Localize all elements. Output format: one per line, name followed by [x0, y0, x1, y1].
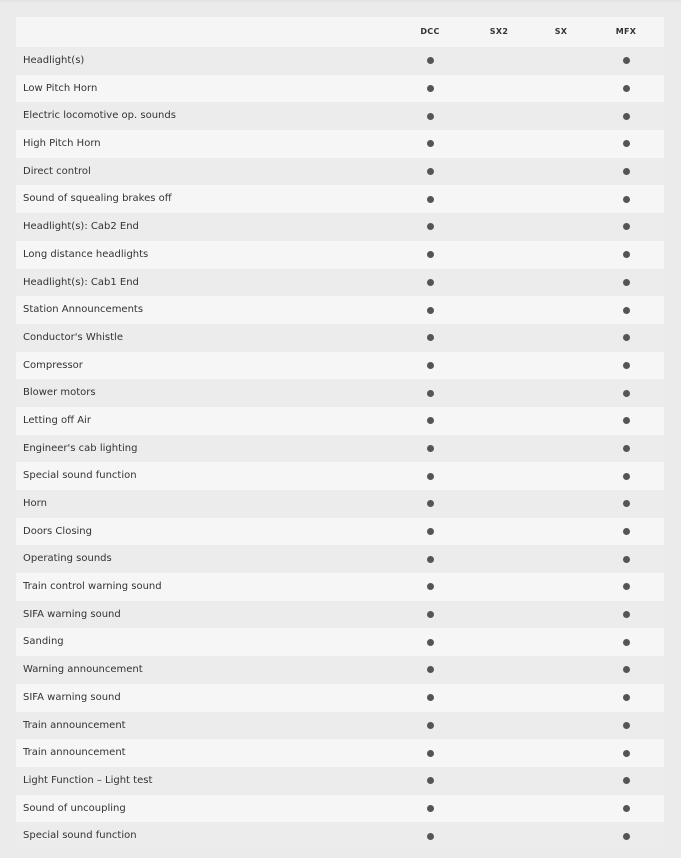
table-body — [16, 47, 664, 850]
cell-sx — [541, 767, 581, 795]
cell-mfx — [606, 601, 646, 629]
supported-dot-icon — [427, 805, 434, 812]
cell-mfx — [606, 185, 646, 213]
cell-sx — [541, 490, 581, 518]
cell-mfx — [606, 269, 646, 297]
cell-sx — [541, 656, 581, 684]
cell-sx — [541, 158, 581, 186]
cell-dcc — [410, 767, 450, 795]
cell-sx2 — [479, 545, 519, 573]
cell-sx2 — [479, 185, 519, 213]
cell-dcc — [410, 518, 450, 546]
supported-dot-icon — [427, 140, 434, 147]
cell-sx — [541, 102, 581, 130]
cell-dcc — [410, 545, 450, 573]
supported-dot-icon — [427, 445, 434, 452]
supported-dot-icon — [427, 639, 434, 646]
cell-dcc — [410, 158, 450, 186]
function-label: Electric locomotive op. sounds — [23, 110, 176, 122]
cell-sx2 — [479, 352, 519, 380]
cell-mfx — [606, 324, 646, 352]
column-header-sx2: SX2 — [489, 27, 509, 36]
table-row — [16, 490, 664, 518]
cell-sx — [541, 712, 581, 740]
supported-dot-icon — [427, 334, 434, 341]
cell-sx2 — [479, 407, 519, 435]
table-row — [16, 102, 664, 130]
cell-sx — [541, 241, 581, 269]
cell-mfx — [606, 518, 646, 546]
table-row — [16, 435, 664, 463]
table-row — [16, 269, 664, 297]
cell-sx2 — [479, 767, 519, 795]
function-label: Low Pitch Horn — [23, 82, 98, 94]
supported-dot-icon — [623, 417, 630, 424]
table-row — [16, 241, 664, 269]
cell-sx — [541, 628, 581, 656]
supported-dot-icon — [623, 168, 630, 175]
supported-dot-icon — [623, 113, 630, 120]
supported-dot-icon — [623, 556, 630, 563]
supported-dot-icon — [623, 57, 630, 64]
table-row — [16, 545, 664, 573]
cell-dcc — [410, 324, 450, 352]
cell-mfx — [606, 684, 646, 712]
cell-dcc — [410, 712, 450, 740]
cell-sx — [541, 435, 581, 463]
cell-sx2 — [479, 130, 519, 158]
supported-dot-icon — [623, 223, 630, 230]
supported-dot-icon — [623, 639, 630, 646]
cell-sx2 — [479, 490, 519, 518]
supported-dot-icon — [623, 279, 630, 286]
cell-sx2 — [479, 795, 519, 823]
function-label: Sound of uncoupling — [23, 802, 126, 814]
supported-dot-icon — [427, 362, 434, 369]
table-header — [16, 17, 664, 47]
supported-dot-icon — [427, 85, 434, 92]
cell-sx — [541, 684, 581, 712]
supported-dot-icon — [427, 279, 434, 286]
function-label: Letting off Air — [23, 414, 91, 426]
table-row — [16, 324, 664, 352]
function-label: Headlight(s) — [23, 55, 85, 66]
cell-dcc — [410, 656, 450, 684]
table-row — [16, 822, 664, 850]
supported-dot-icon — [623, 390, 630, 397]
cell-sx — [541, 545, 581, 573]
table-row — [16, 601, 664, 629]
function-label: Sanding — [23, 636, 64, 648]
cell-dcc — [410, 102, 450, 130]
cell-sx2 — [479, 822, 519, 850]
cell-sx — [541, 601, 581, 629]
cell-sx2 — [479, 601, 519, 629]
table-row — [16, 795, 664, 823]
cell-sx2 — [479, 324, 519, 352]
cell-sx2 — [479, 435, 519, 463]
cell-dcc — [410, 296, 450, 324]
cell-mfx — [606, 573, 646, 601]
cell-sx2 — [479, 47, 519, 75]
supported-dot-icon — [427, 500, 434, 507]
cell-sx — [541, 213, 581, 241]
cell-mfx — [606, 213, 646, 241]
supported-dot-icon — [427, 722, 434, 729]
cell-mfx — [606, 158, 646, 186]
supported-dot-icon — [623, 722, 630, 729]
function-label: Long distance headlights — [23, 248, 149, 260]
supported-dot-icon — [427, 223, 434, 230]
cell-mfx — [606, 352, 646, 380]
cell-sx2 — [479, 684, 519, 712]
supported-dot-icon — [427, 583, 434, 590]
supported-dot-icon — [427, 417, 434, 424]
table-row — [16, 185, 664, 213]
cell-sx2 — [479, 739, 519, 767]
supported-dot-icon — [623, 694, 630, 701]
table-row — [16, 407, 664, 435]
supported-dot-icon — [623, 85, 630, 92]
supported-dot-icon — [427, 528, 434, 535]
supported-dot-icon — [427, 777, 434, 784]
supported-dot-icon — [623, 833, 630, 840]
supported-dot-icon — [623, 777, 630, 784]
cell-dcc — [410, 47, 450, 75]
cell-sx2 — [479, 656, 519, 684]
cell-sx2 — [479, 296, 519, 324]
cell-sx — [541, 407, 581, 435]
supported-dot-icon — [623, 334, 630, 341]
table-row — [16, 767, 664, 795]
cell-dcc — [410, 407, 450, 435]
supported-dot-icon — [427, 833, 434, 840]
supported-dot-icon — [427, 556, 434, 563]
supported-dot-icon — [623, 445, 630, 452]
cell-dcc — [410, 75, 450, 103]
function-label: Special sound function — [23, 470, 137, 482]
cell-dcc — [410, 795, 450, 823]
cell-mfx — [606, 379, 646, 407]
function-label: Headlight(s): Cab2 End — [23, 221, 139, 233]
function-label: Station Announcements — [23, 304, 144, 316]
function-label: High Pitch Horn — [23, 138, 101, 150]
cell-mfx — [606, 822, 646, 850]
function-label: Conductor's Whistle — [23, 331, 123, 343]
supported-dot-icon — [623, 251, 630, 258]
table-row — [16, 684, 664, 712]
cell-dcc — [410, 352, 450, 380]
supported-dot-icon — [623, 750, 630, 757]
cell-dcc — [410, 573, 450, 601]
function-label: Operating sounds — [23, 553, 112, 565]
cell-sx — [541, 47, 581, 75]
cell-sx — [541, 518, 581, 546]
cell-sx2 — [479, 628, 519, 656]
supported-dot-icon — [427, 307, 434, 314]
cell-mfx — [606, 767, 646, 795]
cell-dcc — [410, 241, 450, 269]
function-label: SIFA warning sound — [23, 608, 121, 620]
function-label: Direct control — [23, 165, 91, 177]
cell-dcc — [410, 185, 450, 213]
cell-mfx — [606, 739, 646, 767]
supported-dot-icon — [623, 473, 630, 480]
cell-sx — [541, 739, 581, 767]
cell-sx — [541, 75, 581, 103]
supported-dot-icon — [623, 666, 630, 673]
function-label: Warning announcement — [23, 664, 143, 676]
supported-dot-icon — [623, 307, 630, 314]
cell-mfx — [606, 407, 646, 435]
cell-mfx — [606, 102, 646, 130]
cell-sx — [541, 462, 581, 490]
table-row — [16, 296, 664, 324]
supported-dot-icon — [623, 528, 630, 535]
table-row — [16, 379, 664, 407]
column-header-dcc: DCC — [420, 27, 440, 36]
cell-sx2 — [479, 102, 519, 130]
cell-sx2 — [479, 158, 519, 186]
table-row — [16, 739, 664, 767]
table-row — [16, 712, 664, 740]
supported-dot-icon — [427, 196, 434, 203]
column-header-sx: SX — [554, 27, 568, 36]
supported-dot-icon — [427, 251, 434, 258]
cell-sx — [541, 324, 581, 352]
cell-dcc — [410, 628, 450, 656]
function-label: Light Function – Light test — [23, 774, 153, 786]
supported-dot-icon — [623, 611, 630, 618]
function-label: Train announcement — [23, 747, 126, 759]
cell-mfx — [606, 47, 646, 75]
cell-dcc — [410, 739, 450, 767]
function-table — [16, 17, 664, 846]
supported-dot-icon — [427, 113, 434, 120]
cell-sx — [541, 130, 581, 158]
cell-sx2 — [479, 573, 519, 601]
supported-dot-icon — [427, 473, 434, 480]
function-label: Blower motors — [23, 387, 96, 399]
supported-dot-icon — [623, 805, 630, 812]
function-label: Train control warning sound — [23, 581, 162, 593]
supported-dot-icon — [623, 583, 630, 590]
function-label: SIFA warning sound — [23, 691, 121, 703]
cell-sx2 — [479, 213, 519, 241]
function-label: Horn — [23, 498, 47, 509]
cell-sx2 — [479, 712, 519, 740]
supported-dot-icon — [427, 750, 434, 757]
table-row — [16, 352, 664, 380]
cell-sx — [541, 822, 581, 850]
supported-dot-icon — [623, 140, 630, 147]
cell-mfx — [606, 545, 646, 573]
cell-dcc — [410, 435, 450, 463]
cell-sx2 — [479, 75, 519, 103]
function-label: Sound of squealing brakes off — [23, 193, 172, 205]
function-label: Compressor — [23, 359, 83, 371]
cell-sx2 — [479, 518, 519, 546]
cell-dcc — [410, 490, 450, 518]
cell-sx2 — [479, 462, 519, 490]
cell-dcc — [410, 379, 450, 407]
table-row — [16, 628, 664, 656]
table-row — [16, 462, 664, 490]
top-divider — [0, 0, 681, 2]
table-row — [16, 656, 664, 684]
cell-mfx — [606, 795, 646, 823]
supported-dot-icon — [427, 390, 434, 397]
cell-mfx — [606, 490, 646, 518]
cell-mfx — [606, 130, 646, 158]
supported-dot-icon — [427, 168, 434, 175]
function-label: Special sound function — [23, 830, 137, 842]
cell-dcc — [410, 213, 450, 241]
table-row — [16, 518, 664, 546]
function-label: Engineer's cab lighting — [23, 442, 138, 454]
table-row — [16, 213, 664, 241]
cell-sx — [541, 269, 581, 297]
function-label: Train announcement — [23, 719, 126, 731]
supported-dot-icon — [427, 57, 434, 64]
cell-mfx — [606, 628, 646, 656]
table-row — [16, 158, 664, 186]
supported-dot-icon — [623, 196, 630, 203]
cell-sx — [541, 795, 581, 823]
cell-sx2 — [479, 269, 519, 297]
supported-dot-icon — [427, 694, 434, 701]
table-row — [16, 573, 664, 601]
cell-dcc — [410, 684, 450, 712]
cell-sx — [541, 573, 581, 601]
table-row — [16, 75, 664, 103]
cell-mfx — [606, 462, 646, 490]
cell-sx2 — [479, 379, 519, 407]
cell-mfx — [606, 296, 646, 324]
cell-dcc — [410, 269, 450, 297]
cell-mfx — [606, 656, 646, 684]
cell-mfx — [606, 75, 646, 103]
cell-mfx — [606, 435, 646, 463]
table-row — [16, 47, 664, 75]
function-label: Headlight(s): Cab1 End — [23, 276, 139, 288]
supported-dot-icon — [427, 666, 434, 673]
cell-mfx — [606, 712, 646, 740]
cell-dcc — [410, 462, 450, 490]
cell-sx — [541, 296, 581, 324]
cell-dcc — [410, 822, 450, 850]
cell-sx2 — [479, 241, 519, 269]
cell-mfx — [606, 241, 646, 269]
cell-sx — [541, 185, 581, 213]
supported-dot-icon — [623, 362, 630, 369]
cell-sx — [541, 352, 581, 380]
table-row — [16, 130, 664, 158]
cell-dcc — [410, 601, 450, 629]
cell-sx — [541, 379, 581, 407]
column-header-mfx: MFX — [615, 27, 637, 36]
function-label: Doors Closing — [23, 525, 92, 537]
supported-dot-icon — [623, 500, 630, 507]
cell-dcc — [410, 130, 450, 158]
supported-dot-icon — [427, 611, 434, 618]
